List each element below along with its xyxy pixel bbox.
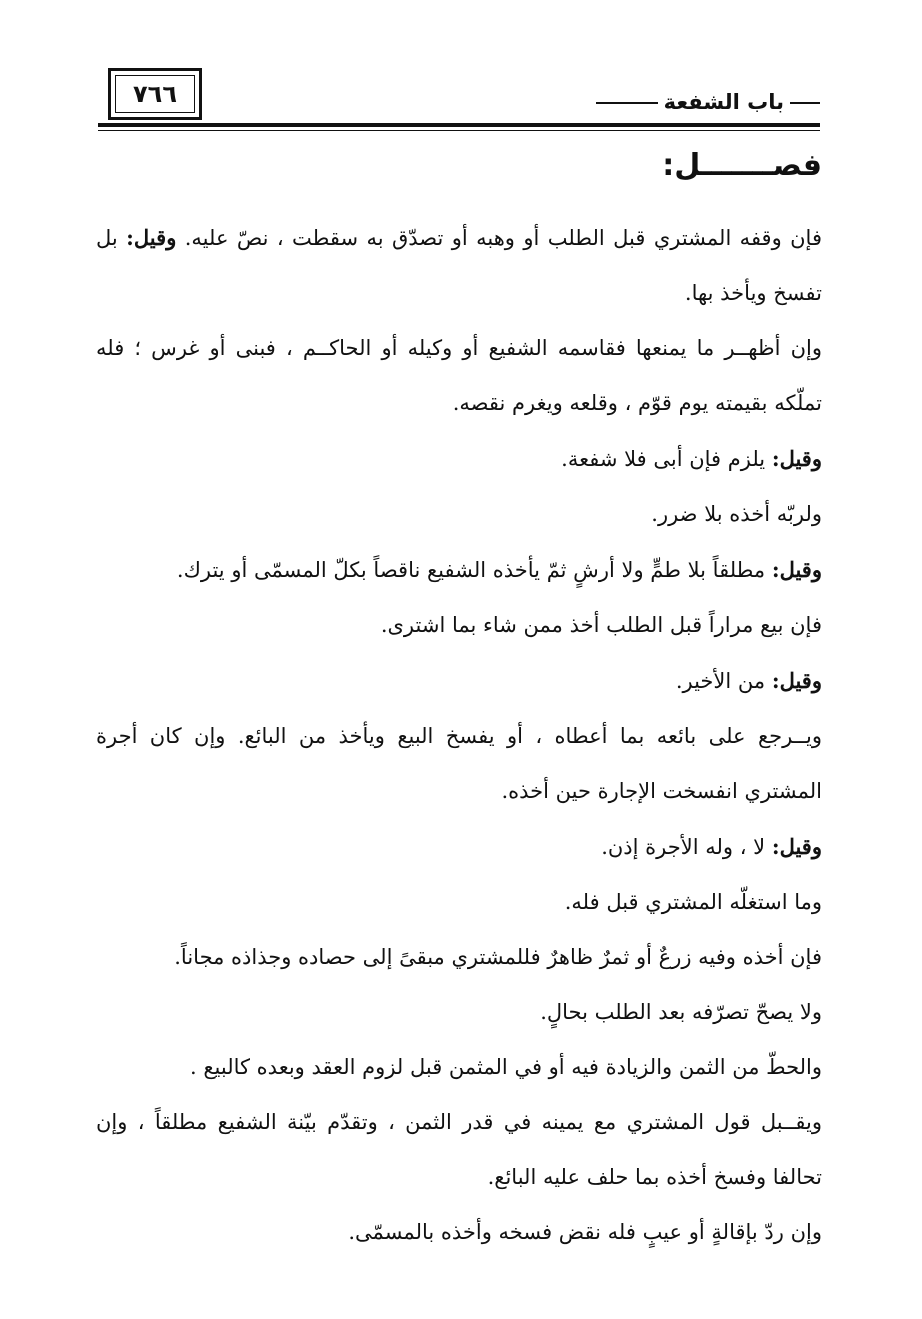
paragraph-text: بل تفسخ ويأخذ بها. — [96, 226, 822, 305]
paragraph-text: يلزم فإن أبى فلا شفعة. — [561, 447, 772, 471]
running-head — [596, 90, 820, 114]
paragraph-2 — [96, 321, 822, 431]
header-rule-thin — [98, 130, 820, 131]
paragraph-text: وما استغلّه المشتري قبل فله. — [564, 890, 822, 914]
paragraph-text: فإن أخذه وفيه زرعٌ أو ثمرٌ ظاهرٌ فللمشتري مبقىً إلى حصاده وجذاذه مجاناً. — [174, 945, 822, 969]
paragraph-7 — [96, 653, 822, 709]
paragraph-text: فإن وقفه المشتري قبل الطلب أو وهبه أو تصدّق به سقطت ، نصّ عليه. — [176, 226, 822, 250]
paragraph-label: وقيل: — [771, 834, 822, 859]
paragraph-text: وإن ردّ بإقالةٍ أو عيبٍ فله نقض فسخه وأخذه بالمسمّى. — [348, 1220, 822, 1244]
paragraph-text: مطلقاً بلا طمٍّ ولا أرشٍ ثمّ يأخذه الشفيع ناقصاً بكلّ المسمّى أو يترك. — [176, 558, 772, 582]
paragraph-text: ولا يصحّ تصرّفه بعد الطلب بحالٍ. — [540, 1000, 822, 1024]
paragraph-13 — [96, 1040, 822, 1095]
paragraph-11 — [96, 930, 822, 985]
paragraph-text: فإن بيع مراراً قبل الطلب أخذ ممن شاء بما اشترى. — [380, 613, 822, 637]
paragraph-text: والحطّ من الثمن والزيادة فيه أو في المثمن قبل لزوم العقد وبعده كالبيع . — [190, 1055, 822, 1079]
paragraph-text: لا ، وله الأجرة إذن. — [601, 835, 772, 859]
paragraph-label: وقيل: — [771, 557, 822, 582]
paragraph-1 — [96, 210, 822, 321]
paragraph-6 — [96, 598, 822, 653]
paragraph-label: وقيل: — [771, 668, 822, 693]
paragraph-text: ويقــبل قول المشتري مع يمينه في قدر الثمن ، وتقدّم بيّنة الشفيع مطلقاً ، وإن تحالفا وفسخ أخذه بما حلف عليه البائع. — [96, 1110, 822, 1189]
running-head-lead-dash — [790, 102, 820, 104]
paragraph-label: وقيل: — [771, 446, 822, 471]
paragraph-text: ولربّه أخذه بلا ضرر. — [651, 502, 822, 526]
paragraph-5 — [96, 542, 822, 598]
running-head-trail-dash — [596, 102, 658, 104]
paragraph-text: وإن أظهــر ما يمنعها فقاسمه الشفيع أو وكيله أو الحاكــم ، فبنى أو غرس ؛ فله تملّكه بقيمته يوم قوّم ، وقلعه ويغرم نقصه. — [96, 336, 822, 415]
paragraph-4 — [96, 487, 822, 542]
paragraph-3 — [96, 431, 822, 487]
paragraph-14 — [96, 1095, 822, 1205]
page-number: ٧٦٦ — [133, 80, 177, 108]
paragraph-9 — [96, 819, 822, 875]
header-rule-thick — [98, 123, 820, 127]
paragraph-15 — [96, 1205, 822, 1260]
section-heading: فصـــــــل: — [662, 148, 822, 183]
paragraph-8 — [96, 709, 822, 819]
paragraph-12 — [96, 985, 822, 1040]
paragraph-10 — [96, 875, 822, 930]
running-head-title: باب الشفعة — [663, 90, 784, 114]
paragraph-text: من الأخير. — [675, 669, 772, 693]
page-number-box — [108, 68, 202, 120]
body-text — [96, 210, 822, 1260]
paragraph-text: ويــرجع على بائعه بما أعطاه ، أو يفسخ البيع ويأخذ من البائع. وإن كان أجرة المشتري انفسخت الإجارة حين أخذه. — [96, 724, 822, 803]
paragraph-label: وقيل: — [126, 225, 177, 250]
